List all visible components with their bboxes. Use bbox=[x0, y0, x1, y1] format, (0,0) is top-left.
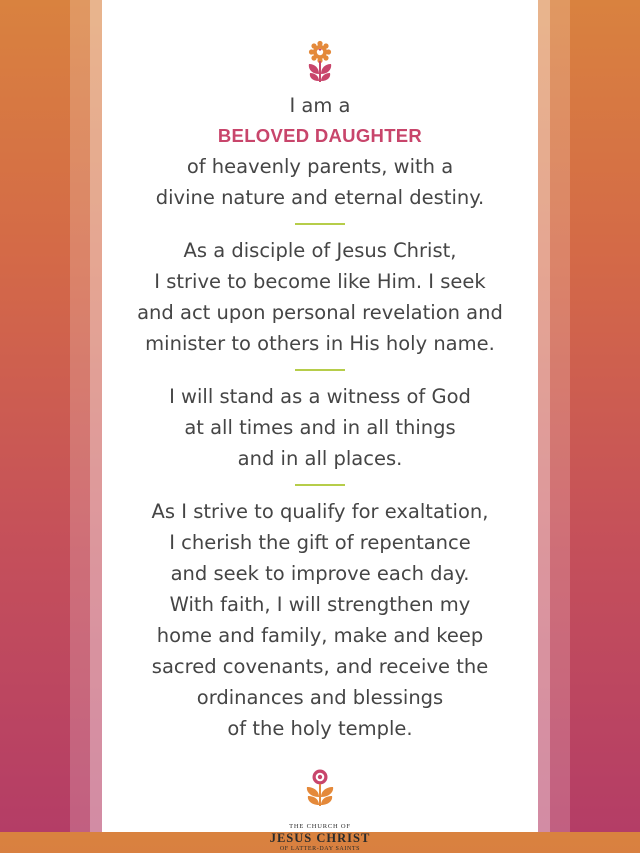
paragraph-line: divine nature and eternal destiny. bbox=[155, 186, 485, 209]
highlight-text: BELOVED DAUGHTER bbox=[217, 125, 423, 146]
divider bbox=[295, 223, 345, 225]
paragraph-line: and seek to improve each day. bbox=[170, 562, 470, 585]
paragraph-line: minister to others in His holy name. bbox=[145, 332, 495, 355]
logo-line-main: JESUS CHRIST bbox=[269, 831, 371, 845]
paragraph-line: I will stand as a witness of God bbox=[169, 385, 471, 408]
paragraph-line: With faith, I will strengthen my bbox=[169, 593, 471, 616]
statement-panel bbox=[102, 0, 538, 852]
flower-icon bbox=[303, 768, 337, 808]
paragraph-line: As a disciple of Jesus Christ, bbox=[183, 239, 457, 262]
paragraph-line: and act upon personal revelation and bbox=[137, 301, 503, 324]
paragraph-line: home and family, make and keep bbox=[156, 624, 484, 647]
paragraph-line: As I strive to qualify for exaltation, bbox=[151, 500, 489, 523]
paragraph-line: I cherish the gift of repentance bbox=[169, 531, 471, 554]
paragraph-line: sacred covenants, and receive the bbox=[151, 655, 489, 678]
paragraph-line: of heavenly parents, with a bbox=[186, 155, 454, 178]
right-stripe-inner bbox=[538, 0, 550, 832]
intro-text: I am a bbox=[289, 94, 351, 117]
paragraph-line: and in all places. bbox=[237, 447, 403, 470]
logo-line-top: THE CHURCH OF bbox=[289, 823, 351, 830]
church-logo bbox=[102, 822, 538, 853]
paragraph-line: I strive to become like Him. I seek bbox=[154, 270, 486, 293]
paragraph-line: of the holy temple. bbox=[227, 717, 413, 740]
divider bbox=[295, 484, 345, 486]
paragraph-line: at all times and in all things bbox=[184, 416, 456, 439]
flower-icon bbox=[305, 40, 335, 84]
statement-content bbox=[102, 40, 538, 853]
logo-line-bottom: OF LATTER-DAY SAINTS bbox=[279, 846, 361, 852]
divider bbox=[295, 369, 345, 371]
paragraph-line: ordinances and blessings bbox=[196, 686, 444, 709]
left-stripe-inner bbox=[90, 0, 102, 832]
